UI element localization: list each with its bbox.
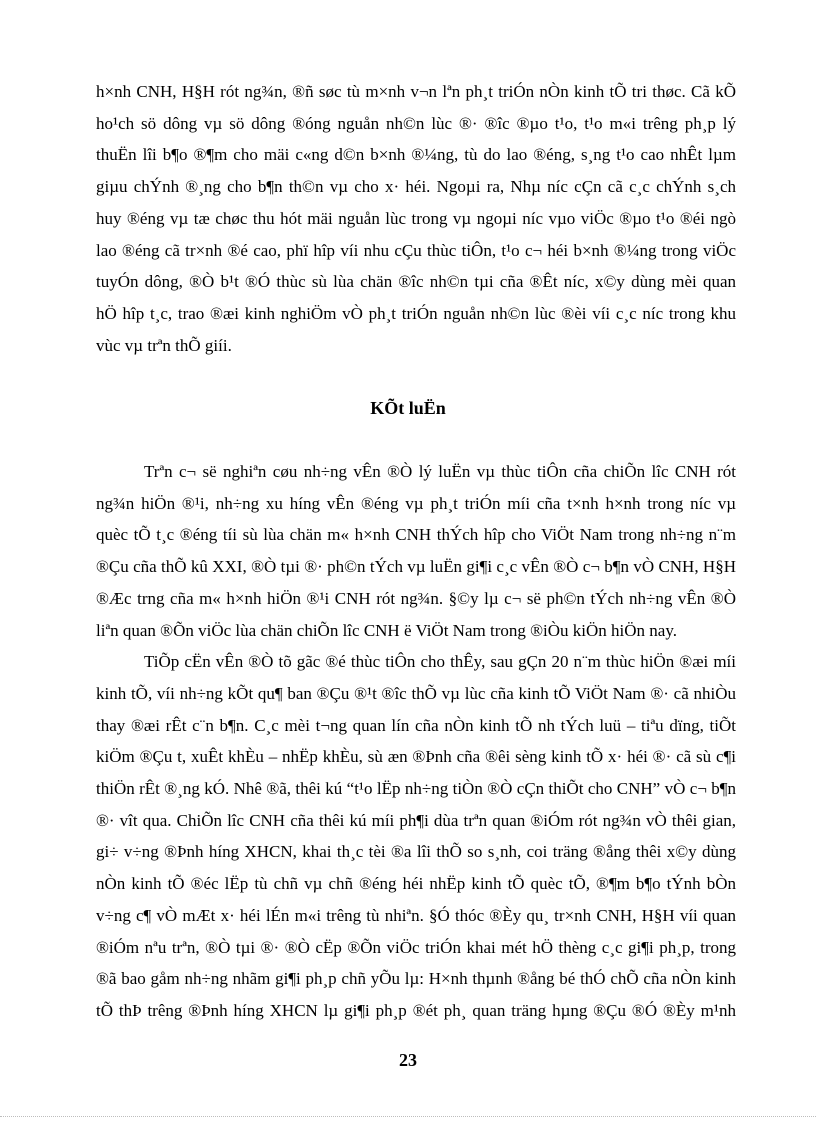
text-line: gi÷ v÷ng ®Þnh híng XHCN, khai th¸c tèi ®a lîi thÕ so s¸nh, coi träng ®ång thêi x©y dùng <box>96 842 736 862</box>
text-line: ®· vît qua. ChiÕn lîc CNH cña thêi kú míi ph¶i dùa trªn quan ®iÓm rót ng¾n vÒ thêi gian, <box>96 810 736 830</box>
page-bottom-divider <box>0 1116 816 1117</box>
text-line: TiÕp cËn vÊn ®Ò tõ gãc ®é thùc tiÔn cho thÊy, sau gÇn 20 n¨m thùc hiÖn ®æi míi <box>144 652 736 672</box>
text-line: v÷ng c¶ vÒ mÆt x· héi lÉn m«i trêng tù nhiªn. §Ó thóc ®Èy qu¸ tr×nh CNH, H§H víi quan <box>96 905 736 925</box>
text-line: thay ®æi rÊt c¨n b¶n. C¸c mèi t¬ng quan lín cña nÒn kinh tÕ nh tÝch luü – tiªu dïng, tiÕt <box>96 715 736 735</box>
text-line: ®ã bao gåm nh÷ng nhãm gi¶i ph¸p chñ yÕu lµ: H×nh thµnh ®ång bé thÓ chÕ cña nÒn kinh <box>96 969 736 989</box>
text-line: ng¾n hiÖn ®¹i, nh÷ng xu híng vÊn ®éng vµ ph¸t triÓn míi cña t×nh h×nh trong níc vµ <box>96 493 736 513</box>
text-line: thiÖn rÊt ®¸ng kÓ. Nhê ®ã, thêi kú “t¹o lËp nh÷ng tiÒn ®Ò cÇn thiÕt cho CNH” vÒ c¬ b¶n <box>96 779 736 799</box>
text-line: quèc tÕ t¸c ®éng tíi sù lùa chän m« h×nh CNH thÝch hîp cho ViÖt Nam trong nh÷ng n¨m <box>96 525 736 545</box>
text-line: ®iÓm nªu trªn, ®Ò tµi ®· ®Ò cËp ®Õn viÖc triÓn khai mét hÖ thèng c¸c gi¶i ph¸p, trong <box>96 937 736 957</box>
text-line: lao ®éng cã tr×nh ®é cao, phï hîp víi nhu cÇu thùc tiÔn, t¹o c¬ héi b×nh ®¼ng trong viÖc <box>96 240 736 260</box>
section-heading: KÕt luËn <box>370 398 446 418</box>
text-line: nÒn kinh tÕ ®éc lËp tù chñ vµ chñ ®éng héi nhËp kinh tÕ quèc tÕ, ®¶m b¶o tÝnh bÒn <box>96 874 736 894</box>
conclusion-paragraph-2 <box>96 646 736 1026</box>
page-number: 23 <box>399 1050 417 1070</box>
text-line: tÕ thÞ trêng ®Þnh híng XHCN lµ gi¶i ph¸p ®ét ph¸ quan träng hµng ®Çu ®Ó ®Èy m¹nh <box>96 1000 736 1020</box>
conclusion-body <box>96 456 736 1027</box>
text-line: ®Æc trng cña m« h×nh hiÖn ®¹i CNH rót ng¾n. §©y lµ c¬ së ph©n tÝch nh÷ng vÊn ®Ò <box>96 588 736 608</box>
conclusion-paragraph-1 <box>96 456 736 646</box>
text-line: kinh tÕ, víi nh÷ng kÕt qu¶ ban ®Çu ®¹t ®îc thÕ vµ lùc cña kinh tÕ ViÖt Nam ®· cã nhiÒu <box>96 683 736 703</box>
text-line: huy ®éng vµ tæ chøc thu hót mäi nguån lùc trong vµ ngoµi níc vµo viÖc ®µo t¹o ®éi ngò <box>96 208 736 228</box>
text-line: kiÖm ®Çu t, xuÊt khÈu – nhËp khÈu, sù æn ®Þnh cña ®êi sèng kinh tÕ x· héi ®· cã sù c¶i <box>96 747 736 767</box>
text-line: ®Çu cña thÕ kû XXI, ®Ò tµi ®· ph©n tÝch vµ luËn gi¶i c¸c vÊn ®Ò c¬ b¶n vÒ CNH, H§H <box>96 557 736 577</box>
text-line: liªn quan ®Õn viÖc lùa chän chiÕn lîc CNH ë ViÖt Nam trong ®iÒu kiÖn hiÖn nay. <box>96 620 677 640</box>
intro-paragraph <box>96 76 736 361</box>
text-line: Trªn c¬ së nghiªn cøu nh÷ng vÊn ®Ò lý luËn vµ thùc tiÔn cña chiÕn lîc CNH rót <box>144 462 736 481</box>
text-line: ho¹ch sö dông vµ sö dông ®óng nguån nh©n lùc ®· ®îc ®µo t¹o, t¹o m«i trêng ph¸p lý <box>96 113 736 133</box>
text-line: h×nh CNH, H§H rót ng¾n, ®ñ søc tù m×nh v¬n lªn ph¸t triÓn nÒn kinh tÕ tri thøc. Cã kÕ <box>96 82 736 101</box>
text-line: giµu chÝnh ®¸ng cho b¶n th©n vµ cho x· héi. Ngoµi ra, Nhµ níc cÇn cã c¸c chÝnh s¸ch <box>96 177 736 197</box>
text-line: tuyÓn dông, ®Ò b¹t ®Ó thùc sù lùa chän ®îc nh©n tµi cña ®Êt níc, x©y dùng mèi quan <box>96 272 736 292</box>
text-line: vùc vµ trªn thÕ giíi. <box>96 335 232 355</box>
text-line: hÖ hîp t¸c, trao ®æi kinh nghiÖm vÒ ph¸t triÓn nguån nh©n lùc ®èi víi c¸c níc trong khu <box>96 303 736 323</box>
text-line: thuËn lîi b¶o ®¶m cho mäi c«ng d©n b×nh ®¼ng, tù do lao ®éng, s¸ng t¹o cao nhÊt lµm <box>96 145 736 165</box>
